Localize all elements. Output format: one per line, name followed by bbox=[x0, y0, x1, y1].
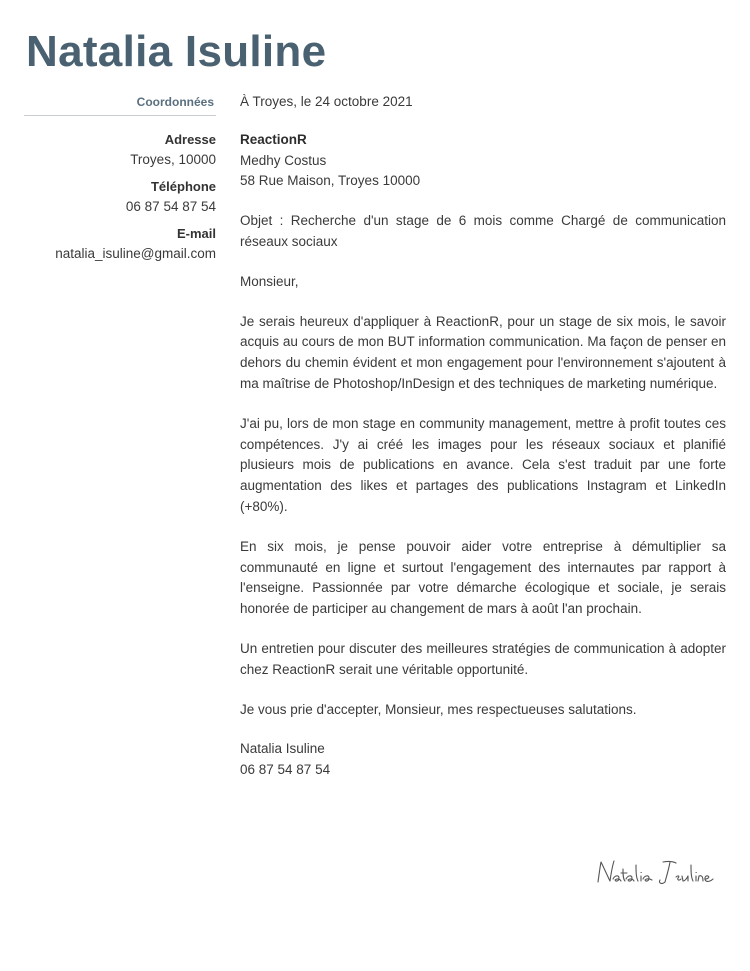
contact-sidebar bbox=[24, 92, 216, 271]
sign-off-phone: 06 87 54 87 54 bbox=[240, 762, 331, 778]
phone-label: Téléphone bbox=[150, 179, 216, 194]
handwritten-signature bbox=[592, 855, 722, 889]
email-label: E-mail bbox=[176, 226, 216, 241]
body-paragraph: En six mois, je pense pouvoir aider votre entreprise à démultiplier sa communauté en ligne et surtout l'engagement des internautes par rapport à l'enseigne. Passionnée par votre démarche écologique et sociale, je serais honorée de participer au changement de mars à août l'an prochain. bbox=[240, 538, 726, 617]
page-title: Natalia Isuline bbox=[26, 27, 327, 76]
contact-section-title: Coordonnées bbox=[136, 95, 214, 109]
address-value: Troyes, 10000 bbox=[130, 152, 216, 167]
sign-off-name: Natalia Isuline bbox=[240, 741, 325, 757]
recipient-block bbox=[240, 130, 726, 192]
recipient-company: ReactionR bbox=[240, 131, 307, 147]
body-paragraph: Un entretien pour discuter des meilleures stratégies de communication à adopter chez ReactionR serait une véritable opportunité. bbox=[240, 640, 726, 677]
recipient-person: Medhy Costus bbox=[240, 152, 327, 168]
email-value[interactable]: natalia_isuline@gmail.com bbox=[55, 246, 216, 261]
phone-value: 06 87 54 87 54 bbox=[125, 199, 216, 214]
address-label: Adresse bbox=[164, 132, 216, 147]
sign-off-block bbox=[240, 739, 726, 781]
body-paragraph: Je serais heureux d'appliquer à ReactionR, pour un stage de six mois, le savoir acquis au cours de mon BUT information communication. Ma façon de penser en dehors du chemin évident et mon engagement pour l'environnement s'ajoutent à ma maîtrise de Photoshop/InDesign et des techniques de marketing numérique. bbox=[240, 313, 726, 391]
body-paragraph: J'ai pu, lors de mon stage en community management, mettre à profit toutes ces compétences. J'y ai créé les images pour les réseaux sociaux et planifié plusieurs mois de publications en avance. Cela s'est traduit par une forte augmentation des likes et partages des publications Instagram et LinkedIn (+80%). bbox=[240, 415, 726, 514]
salutation: Monsieur, bbox=[240, 273, 299, 289]
closing-line: Je vous prie d'accepter, Monsieur, mes respectueuses salutations. bbox=[240, 701, 637, 717]
subject-line: Objet : Recherche d'un stage de 6 mois comme Chargé de communication réseaux sociaux bbox=[240, 213, 726, 249]
date-line: À Troyes, le 24 octobre 2021 bbox=[240, 94, 413, 109]
section-divider bbox=[24, 115, 216, 116]
letter-body bbox=[240, 92, 726, 781]
recipient-address: 58 Rue Maison, Troyes 10000 bbox=[240, 173, 421, 189]
